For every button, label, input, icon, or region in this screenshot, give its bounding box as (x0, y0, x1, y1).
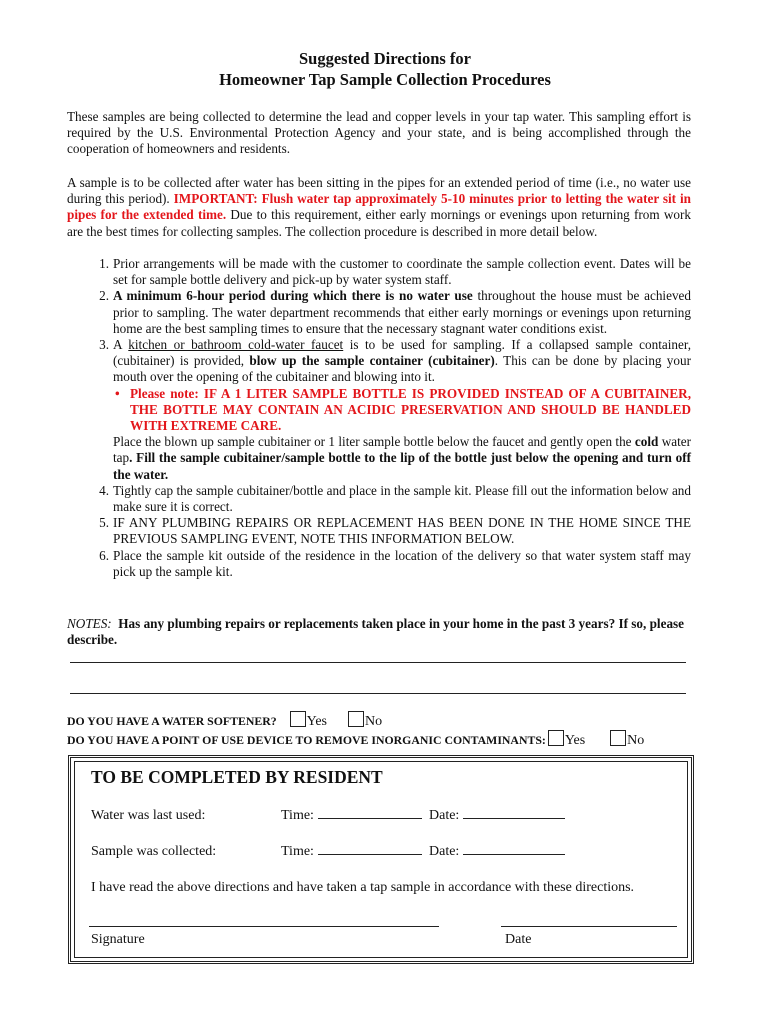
pou-yes-checkbox[interactable] (548, 730, 564, 746)
step-text: Place the blown up sample cubitainer or 1 liter sample bottle below the faucet and gently open the (113, 434, 635, 450)
step-text: throughout the house must be achieved prior to sampling. The water department recommends that either early mornings or evenings upon returning home are the best sampling times to ensure that the necessary stagnant water conditions exist. (113, 288, 691, 336)
date-blank[interactable] (463, 853, 565, 855)
date-blank[interactable] (463, 817, 565, 819)
step-text: water tap (113, 434, 691, 466)
important-notice: IMPORTANT: Flush water tap approximately 5-10 minutes prior to letting the water sit in pipes for the extended time. (67, 191, 691, 223)
pou-question: DO YOU HAVE A POINT OF USE DEVICE TO REMOVE INORGANIC CONTAMINANTS: (67, 733, 546, 747)
page-title (0, 48, 770, 90)
softener-no-checkbox[interactable] (348, 711, 364, 727)
collected-label: Sample was collected: (91, 844, 217, 859)
signature-line[interactable] (89, 926, 439, 927)
collected-date-field[interactable] (429, 844, 565, 860)
step-text: A (113, 337, 129, 353)
step-number: 5. (99, 515, 109, 531)
step-2 (67, 288, 691, 337)
softener-question: DO YOU HAVE A WATER SOFTENER? (67, 714, 277, 728)
faucet-underline-text: kitchen or bathroom cold-water faucet (128, 337, 344, 353)
flush-text-2: Due to this requirement, either early mornings or evenings upon returning from work are the best times for collecting samples. The collection procedure is described in more detail below. (67, 207, 691, 239)
resident-section-inner (74, 761, 688, 958)
notes-answer-line-2[interactable] (70, 693, 686, 694)
last-used-date-field[interactable] (429, 808, 565, 824)
date-line-label: Date (505, 932, 532, 947)
pou-yes-label: Yes (564, 733, 586, 748)
flush-text-1: A sample is to be collected after water has been sitting in the pipes for an extended period of time (i.e., no water use during this period). (67, 175, 691, 207)
resident-section (68, 755, 694, 964)
procedure-list (67, 256, 691, 580)
notes-label: NOTES: (67, 616, 112, 631)
step-number: 1. (99, 256, 109, 271)
notes-answer-line-1[interactable] (70, 662, 686, 663)
step-number: 3. (99, 337, 109, 353)
softener-no-label: No (364, 714, 383, 729)
pou-question-row (67, 730, 644, 749)
bullet-dot-icon: • (115, 385, 120, 401)
date-label: Date: (429, 844, 460, 859)
title-line-1: Suggested Directions for (298, 49, 471, 68)
pou-no-label: No (627, 733, 645, 748)
notes-section (67, 616, 691, 648)
softener-yes-label: Yes (306, 714, 327, 729)
pou-no-checkbox[interactable] (610, 730, 626, 746)
notes-question: Has any plumbing repairs or replacements taken place in your home in the past 3 years? If so, please describe. (67, 616, 685, 648)
step-6 (67, 548, 691, 580)
step-number: 6. (99, 547, 109, 563)
step-number: 2. (99, 288, 109, 304)
fill-instructions (113, 434, 691, 483)
last-used-time-field[interactable] (281, 808, 422, 824)
date-label: Date: (429, 808, 460, 823)
step-text: . This can be done by placing your mouth over the opening of the cubitainer and blowing into it. (113, 353, 691, 385)
title-line-2: Homeowner Tap Sample Collection Procedures (219, 70, 551, 89)
step-4 (67, 483, 691, 515)
softener-yes-checkbox[interactable] (290, 711, 306, 727)
step-bold-text: A minimum 6-hour period during which there is no water use (113, 288, 473, 304)
step-3 (67, 337, 691, 483)
caution-text: Please note: IF A 1 LITER SAMPLE BOTTLE IS PROVIDED INSTEAD OF A CUBITAINER, THE BOTTLE MAY CONTAIN AN ACIDIC PRESERVATION AND SHOULD BE HANDLED WITH EXTREME CARE. (130, 385, 691, 434)
step-number: 4. (99, 482, 109, 498)
caution-note (113, 386, 691, 435)
last-used-label: Water was last used: (91, 808, 206, 823)
step-text: Tightly cap the sample cubitainer/bottle and place in the sample kit. Please fill out the information below and make sure it is correct. (113, 482, 691, 515)
softener-question-row (67, 711, 382, 730)
step-text: Place the sample kit outside of the residence in the location of the delivery so that water system staff may pick up the sample kit. (113, 547, 691, 579)
signature-label: Signature (91, 932, 145, 947)
intro-paragraph: These samples are being collected to determine the lead and copper levels in your tap water. This sampling effort is required by the U.S. Environmental Protection Agency and your state, and is being accomplished through the cooperation of homeowners and residents. (67, 109, 691, 157)
step-bold-text: blow up the sample container (cubitainer) (249, 353, 495, 369)
step-bold-text: . Fill the sample cubitainer/sample bottle to the lip of the bottle just below the opening and turn off the water. (113, 450, 691, 482)
step-bold-text: cold (634, 434, 659, 450)
time-blank[interactable] (318, 853, 422, 855)
step-text: IF ANY PLUMBING REPAIRS OR REPLACEMENT HAS BEEN DONE IN THE HOME SINCE THE PREVIOUS SAMPLING EVENT, NOTE THIS INFORMATION BELOW. (113, 515, 691, 547)
flush-paragraph (67, 175, 691, 240)
date-line[interactable] (501, 926, 677, 927)
collected-time-field[interactable] (281, 844, 422, 860)
time-blank[interactable] (318, 817, 422, 819)
step-text: is to be used for sampling. If a collapsed sample container, (cubitainer) is provided, (113, 337, 691, 369)
certification-statement: I have read the above directions and have taken a tap sample in accordance with these directions. (91, 880, 635, 895)
step-text: Prior arrangements will be made with the customer to coordinate the sample collection event. Dates will be set for sample bottle delivery and pick-up by water system staff. (113, 256, 691, 288)
time-label: Time: (281, 844, 314, 859)
step-1 (67, 256, 691, 288)
step-5 (67, 515, 691, 547)
time-label: Time: (281, 808, 314, 823)
resident-section-title: TO BE COMPLETED BY RESIDENT (91, 767, 383, 787)
